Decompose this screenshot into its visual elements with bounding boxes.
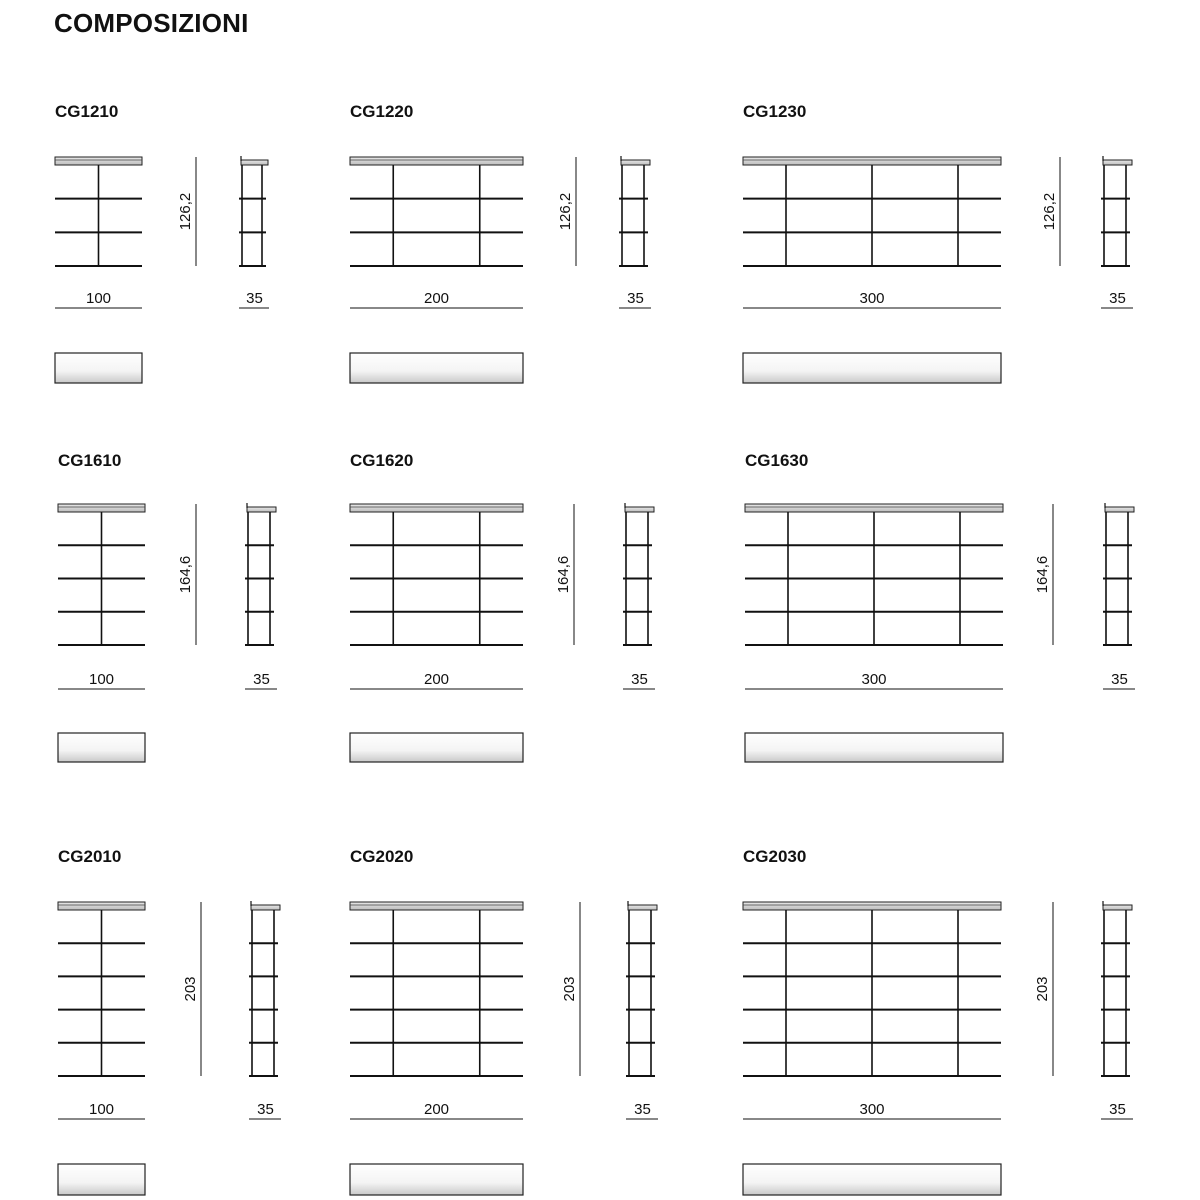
width-label: 300 bbox=[859, 1101, 885, 1118]
composition-code: CG2010 bbox=[58, 847, 122, 866]
top-cap bbox=[350, 504, 523, 512]
top-cap bbox=[350, 902, 523, 910]
height-label: 126,2 bbox=[1041, 192, 1058, 231]
composition-cg2010 bbox=[58, 847, 281, 1195]
side-top-cap bbox=[251, 905, 280, 910]
composition-cg2030 bbox=[743, 847, 1133, 1195]
composition-code: CG1620 bbox=[350, 451, 414, 470]
composition-code: CG1630 bbox=[745, 451, 809, 470]
width-label: 100 bbox=[88, 1101, 115, 1118]
composition-cg1230 bbox=[743, 102, 1133, 383]
height-label: 126,2 bbox=[177, 192, 194, 231]
plan-view bbox=[58, 1164, 145, 1195]
side-top-cap bbox=[625, 507, 654, 512]
depth-label: 35 bbox=[1111, 671, 1128, 688]
depth-label: 35 bbox=[1109, 290, 1126, 307]
width-label: 300 bbox=[859, 290, 885, 307]
top-cap bbox=[55, 157, 142, 165]
height-label: 203 bbox=[561, 976, 578, 1002]
composition-code: CG1610 bbox=[58, 451, 122, 470]
top-cap bbox=[58, 504, 145, 512]
depth-label: 35 bbox=[631, 671, 648, 688]
depth-label: 35 bbox=[246, 290, 263, 307]
plan-view bbox=[745, 733, 1003, 762]
width-label: 100 bbox=[85, 290, 112, 307]
depth-label: 35 bbox=[1109, 1101, 1126, 1118]
plan-view bbox=[350, 1164, 523, 1195]
depth-label: 35 bbox=[627, 290, 644, 307]
page-title: COMPOSIZIONI bbox=[54, 8, 249, 38]
width-label: 200 bbox=[423, 1101, 450, 1118]
composition-code: CG2030 bbox=[743, 847, 807, 866]
top-cap bbox=[745, 504, 1003, 512]
composition-cg1220 bbox=[350, 102, 651, 383]
depth-label: 35 bbox=[253, 671, 270, 688]
side-top-cap bbox=[628, 905, 657, 910]
composition-cg1210 bbox=[55, 102, 269, 383]
width-label: 200 bbox=[423, 671, 450, 688]
height-label: 203 bbox=[182, 976, 199, 1002]
width-label: 200 bbox=[423, 290, 450, 307]
top-cap bbox=[58, 902, 145, 910]
composition-cg2020 bbox=[350, 847, 658, 1195]
width-label: 100 bbox=[88, 671, 115, 688]
side-top-cap bbox=[1105, 507, 1134, 512]
side-top-cap bbox=[1103, 905, 1132, 910]
height-label: 126,2 bbox=[557, 192, 574, 231]
side-top-cap bbox=[241, 160, 268, 165]
plan-view bbox=[743, 1164, 1001, 1195]
depth-label: 35 bbox=[257, 1101, 274, 1118]
height-label: 164,6 bbox=[177, 555, 194, 594]
height-label: 164,6 bbox=[555, 555, 572, 594]
composition-cg1610 bbox=[58, 451, 277, 762]
side-top-cap bbox=[621, 160, 650, 165]
depth-label: 35 bbox=[634, 1101, 651, 1118]
height-label: 203 bbox=[1034, 976, 1051, 1002]
side-top-cap bbox=[1103, 160, 1132, 165]
plan-view bbox=[743, 353, 1001, 383]
side-top-cap bbox=[247, 507, 276, 512]
plan-view bbox=[350, 353, 523, 383]
top-cap bbox=[350, 157, 523, 165]
plan-view bbox=[55, 353, 142, 383]
top-cap bbox=[743, 902, 1001, 910]
composition-cg1630 bbox=[745, 451, 1135, 762]
top-cap bbox=[743, 157, 1001, 165]
composition-cg1620 bbox=[350, 451, 655, 762]
composition-code: CG1210 bbox=[55, 102, 119, 121]
composition-code: CG2020 bbox=[350, 847, 414, 866]
plan-view bbox=[58, 733, 145, 762]
plan-view bbox=[350, 733, 523, 762]
width-label: 300 bbox=[861, 671, 887, 688]
height-label: 164,6 bbox=[1034, 555, 1051, 594]
composition-code: CG1230 bbox=[743, 102, 807, 121]
composition-code: CG1220 bbox=[350, 102, 414, 121]
